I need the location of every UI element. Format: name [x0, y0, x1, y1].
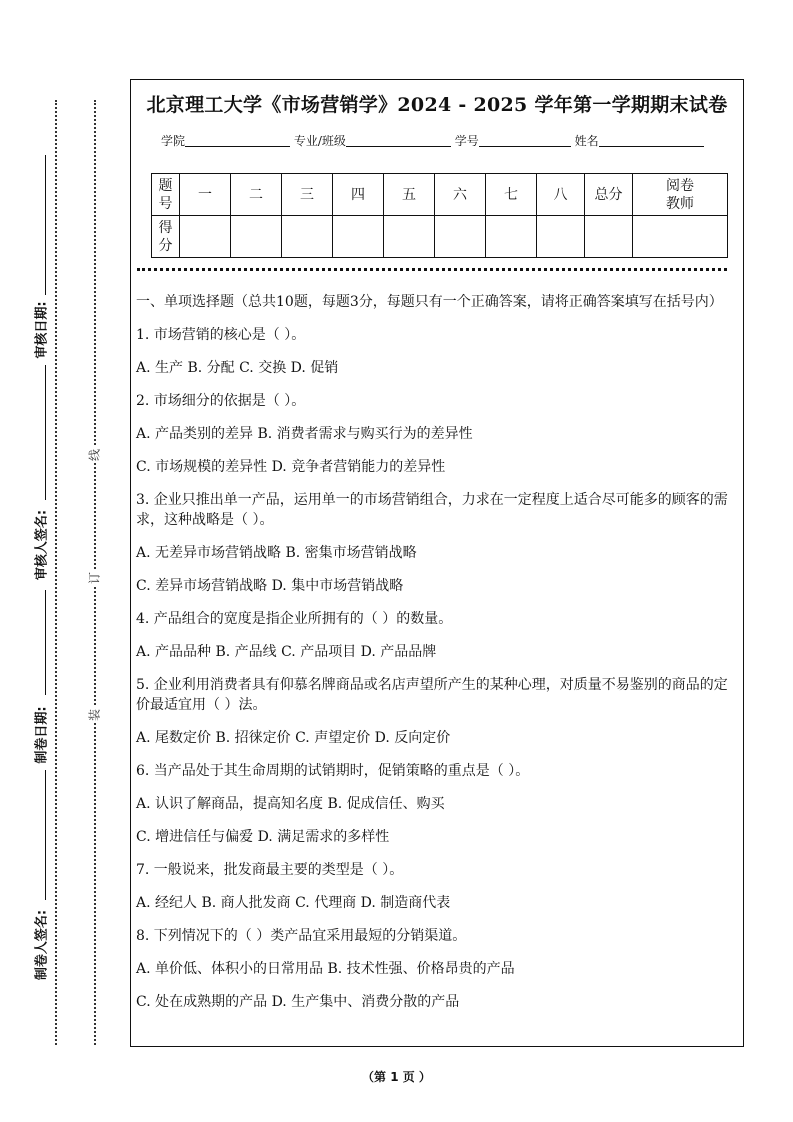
grader-cell[interactable] [633, 216, 728, 258]
exam-title: 北京理工大学《市场营销学》2024 - 2025 学年第一学期期末试卷 [146, 94, 728, 116]
question-stem: 3. 企业只推出单一产品，运用单一的市场营销组合，力求在一定程度上适合尽可能多的顾客的需求，这种战略是（ ）。 [136, 492, 728, 528]
review-date-label: 审核日期: [34, 301, 50, 359]
exam-frame [130, 79, 744, 1047]
question-options: A. 生产 B. 分配 C. 交换 D. 促销 [136, 360, 339, 376]
column-3: 三 [282, 174, 333, 216]
page-number: （第 1 页 ） [362, 1070, 431, 1084]
score-header: 得 分 [152, 216, 180, 258]
score-cell[interactable] [384, 216, 435, 258]
column-5: 五 [384, 174, 435, 216]
major-field[interactable] [346, 134, 451, 147]
score-cell[interactable] [333, 216, 384, 258]
binding-char-order: 订 [87, 571, 102, 585]
question-stem: 6. 当产品处于其生命周期的试销期时，促销策略的重点是（ ）。 [136, 763, 530, 779]
major-label: 专业/班级 [293, 134, 346, 148]
question-options: A. 单价低、体积小的日常用品 B. 技术性强、价格昂贵的产品 [136, 961, 515, 977]
question-stem: 1. 市场营销的核心是（ ）。 [136, 327, 306, 343]
column-1: 一 [180, 174, 231, 216]
make-date-label: 制卷日期: [34, 706, 50, 764]
question-options: A. 产品类别的差异 B. 消费者需求与购买行为的差异性 [136, 426, 473, 442]
column-7: 七 [486, 174, 537, 216]
maker-sign-label: 制卷人签名: [34, 909, 50, 981]
score-table-score-row [152, 216, 728, 258]
score-cell[interactable] [231, 216, 282, 258]
score-cell[interactable] [282, 216, 333, 258]
binding-char-install: 装 [87, 708, 102, 722]
question-options: A. 尾数定价 B. 招徕定价 C. 声望定价 D. 反向定价 [136, 730, 451, 746]
column-2: 二 [231, 174, 282, 216]
question-stem: 8. 下列情况下的（ ）类产品宜采用最短的分销渠道。 [136, 928, 467, 944]
name-field[interactable] [599, 134, 704, 147]
section-heading: 一、单项选择题（总共10题，每题3分，每题只有一个正确答案，请将正确答案填写在括号内） [136, 294, 723, 310]
score-table-header-row [152, 174, 728, 216]
score-cell[interactable] [486, 216, 537, 258]
question-options: C. 增进信任与偏爱 D. 满足需求的多样性 [136, 829, 390, 845]
question-stem: 2. 市场细分的依据是（ ）。 [136, 393, 306, 409]
student-id-label: 学号 [454, 134, 479, 148]
question-options: C. 差异市场营销战略 D. 集中市场营销战略 [136, 578, 404, 594]
question-number-header: 题 号 [152, 174, 180, 216]
question-options: A. 经纪人 B. 商人批发商 C. 代理商 D. 制造商代表 [136, 895, 451, 911]
score-cell[interactable] [180, 216, 231, 258]
question-stem: 5. 企业利用消费者具有仰慕名牌商品或名店声望所产生的某种心理，对质量不易鉴别的商品的定价最适宜用（ ）法。 [136, 677, 728, 713]
question-options: A. 产品品种 B. 产品线 C. 产品项目 D. 产品品牌 [136, 644, 437, 660]
question-stem: 4. 产品组合的宽度是指企业所拥有的（ ）的数量。 [136, 611, 453, 627]
section-divider [137, 268, 727, 271]
column-4: 四 [333, 174, 384, 216]
college-field[interactable] [185, 134, 290, 147]
score-cell[interactable] [435, 216, 486, 258]
review-date-line [45, 155, 46, 295]
name-label: 姓名 [574, 134, 599, 148]
question-section [136, 292, 740, 1025]
question-options: A. 无差异市场营销战略 B. 密集市场营销战略 [136, 545, 417, 561]
reviewer-sign-line [45, 365, 46, 500]
question-stem: 7. 一般说来，批发商最主要的类型是（ ）。 [136, 862, 404, 878]
question-options: C. 处在成熟期的产品 D. 生产集中、消费分散的产品 [136, 994, 460, 1010]
score-cell[interactable] [537, 216, 585, 258]
score-table [151, 173, 728, 258]
signature-dotted-border [55, 100, 57, 1045]
binding-char-line: 线 [87, 448, 102, 462]
column-8: 八 [537, 174, 585, 216]
maker-sign-line [45, 770, 46, 900]
question-options: A. 认识了解商品，提高知名度 B. 促成信任、购买 [136, 796, 445, 812]
make-date-line [45, 590, 46, 695]
reviewer-sign-label: 审核人签名: [34, 509, 50, 581]
college-label: 学院 [161, 134, 186, 148]
question-options: C. 市场规模的差异性 D. 竞争者营销能力的差异性 [136, 459, 446, 475]
grader-header: 阅卷 教师 [633, 174, 728, 216]
student-info-row [161, 132, 704, 149]
student-id-field[interactable] [479, 134, 571, 147]
column-total: 总分 [585, 174, 633, 216]
column-6: 六 [435, 174, 486, 216]
score-cell-total[interactable] [585, 216, 633, 258]
